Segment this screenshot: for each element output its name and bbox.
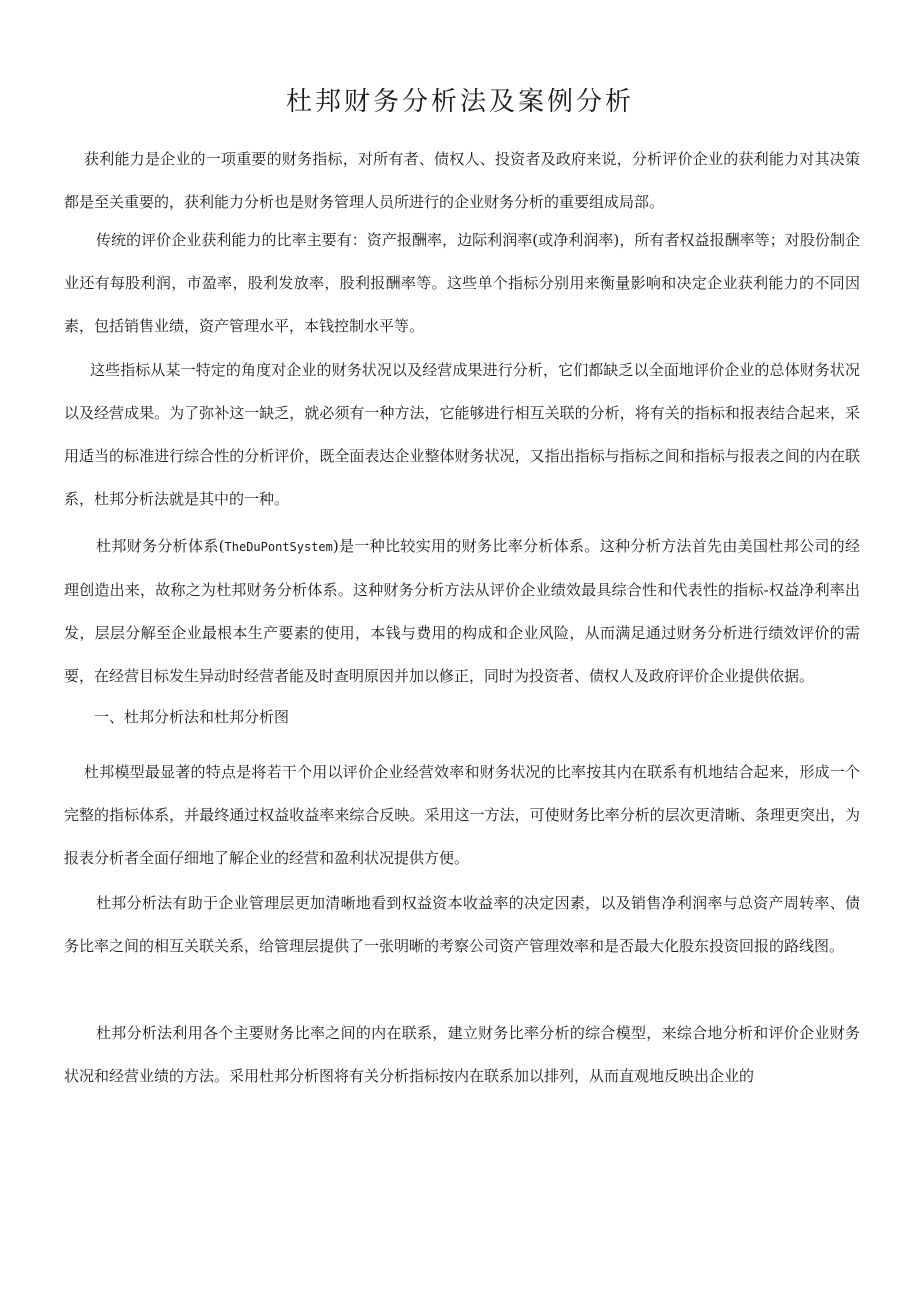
paragraph-limitations: 这些指标从某一特定的角度对企业的财务状况以及经营成果进行分析，它们都缺乏以全面地评价企业的总体财务状况以及经营成果。为了弥补这一缺乏，就必须有一种方法，它能够进行相互关联的分析，将有关的指标和报表结合起来，采用适当的标准进行综合性的分析评价，既全面表达企业整体财务状况，又指出指标与指标之间和指标与报表之间的内在联系，杜邦分析法就是其中的一种。 <box>64 361 860 508</box>
paragraph-dupont-system <box>64 525 860 698</box>
paragraph-profitability-intro: 获利能力是企业的一项重要的财务指标，对所有者、债权人、投资者及政府来说，分析评价企业的获利能力对其决策都是至关重要的，获利能力分析也是财务管理人员所进行的企业财务分析的重要组成局部。 <box>64 150 860 211</box>
paragraph-dupont-model: 杜邦模型最显著的特点是将若干个用以评价企业经营效率和财务状况的比率按其内在联系有机地结合起来，形成一个完整的指标体系，并最终通过权益收益率来综合反映。采用这一方法，可使财务比率分析的层次更清晰、条理更突出，为报表分析者全面仔细地了解企业的经营和盈利状况提供方便。 <box>64 763 860 867</box>
dupont-text-after: )是一种比较实用的财务比率分析体系。这种分析方法首先由美国杜邦公司的经理创造出来，故称之为杜邦财务分析体系。这种财务分析方法从评价企业绩效最具综合性和代表性的指标-权益净利率出发，层层分解至企业最根本生产要素的使用，本钱与费用的构成和企业风险，从而满足通过财务分析进行绩效评价的需要，在经营目标发生异动时经营者能及时查明原因并加以修正，同时为投资者、债权人及政府评价企业提供依据。 <box>64 537 861 685</box>
dupont-text-before: 杜邦财务分析体系( <box>96 537 225 555</box>
document-title: 杜邦财务分析法及案例分析 <box>285 87 634 117</box>
paragraph-traditional-ratios: 传统的评价企业获利能力的比率主要有：资产报酬率，边际利润率(或净利润率)，所有者权益报酬率等；对股份制企业还有每股利润，市盈率，股利发放率，股利报酬率等。这些单个指标分别用来衡量影响和决定企业获利能力的不同因素，包括销售业绩，资产管理水平，本钱控制水平等。 <box>64 231 860 335</box>
paragraph-dupont-usage: 杜邦分析法利用各个主要财务比率之间的内在联系，建立财务比率分析的综合模型，来综合地分析和评价企业财务状况和经营业绩的方法。采用杜邦分析图将有关分析指标按内在联系加以排列，从而直观地反映出企业的 <box>64 1024 860 1085</box>
paragraph-dupont-benefits: 杜邦分析法有助于企业管理层更加清晰地看到权益资本收益率的决定因素，以及销售净利润率与总资产周转率、债务比率之间的相互关联关系，给管理层提供了一张明晰的考察公司资产管理效率和是否最大化股东投资回报的路线图。 <box>64 894 860 955</box>
section-heading-dupont-method: 一、杜邦分析法和杜邦分析图 <box>94 708 290 726</box>
dupont-system-english-name: TheDuPontSystem <box>224 540 333 554</box>
